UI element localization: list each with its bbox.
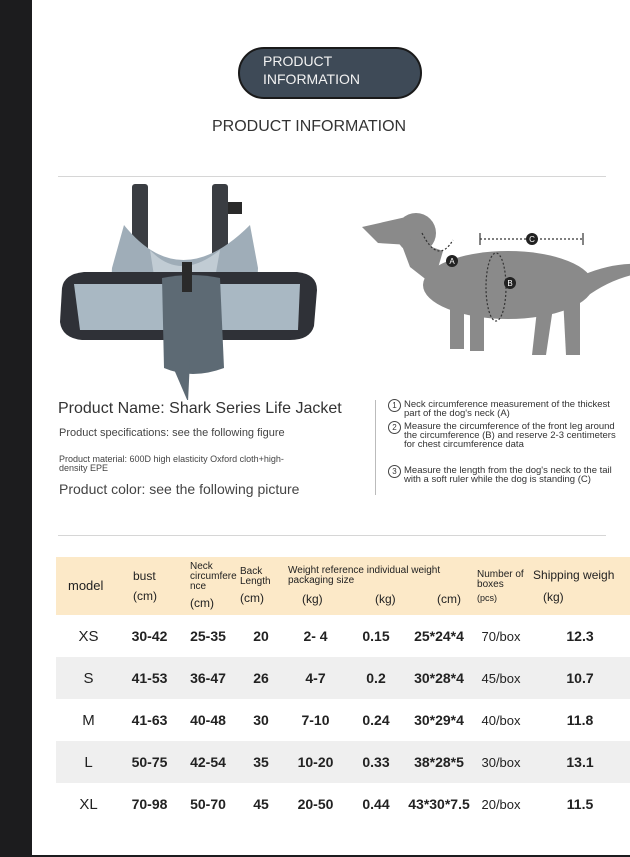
cell-ship: 10.7	[529, 657, 630, 699]
table-row	[56, 615, 630, 657]
cell-boxes: 30/box	[473, 741, 529, 783]
cell-pack: 30*28*4	[405, 657, 473, 699]
cell-neck: 42-54	[178, 741, 238, 783]
badge-line-1: PRODUCT	[263, 53, 333, 69]
cell-boxes: 40/box	[473, 699, 529, 741]
cell-indiv: 0.15	[347, 615, 405, 657]
header-boxes	[473, 557, 529, 615]
cell-bust: 30-42	[121, 615, 178, 657]
header-model-label: model	[68, 578, 104, 593]
note-chest	[388, 422, 618, 449]
cell-model: L	[56, 741, 121, 783]
product-color: Product color: see the following picture	[59, 481, 300, 497]
cell-back: 35	[238, 741, 284, 783]
cell-boxes: 45/box	[473, 657, 529, 699]
cell-bust: 41-53	[121, 657, 178, 699]
header-weight-unit: (kg)	[302, 592, 323, 606]
cell-neck: 40-48	[178, 699, 238, 741]
label-a: A	[449, 257, 455, 266]
cell-indiv: 0.33	[347, 741, 405, 783]
header-indiv-unit: (kg)	[375, 592, 396, 606]
note-back	[388, 466, 618, 484]
header-boxes-unit: (pcs)	[477, 592, 498, 603]
cell-model: M	[56, 699, 121, 741]
cell-indiv: 0.24	[347, 699, 405, 741]
divider-top	[58, 176, 606, 177]
cell-back: 26	[238, 657, 284, 699]
header-weight-group	[284, 557, 473, 615]
product-name: Product Name: Shark Series Life Jacket	[58, 400, 342, 417]
label-c: C	[529, 235, 535, 244]
cell-model: XL	[56, 783, 121, 825]
label-b: B	[507, 279, 513, 288]
size-chart-table	[56, 557, 630, 825]
header-model	[56, 557, 121, 615]
cell-pack: 43*30*7.5	[405, 783, 473, 825]
table-row	[56, 783, 630, 825]
note-text: Measure the length from the dog's neck to the tail with a soft ruler while the dog is standing (C)	[404, 465, 612, 485]
cell-neck: 25-35	[178, 615, 238, 657]
header-back-label: Back Length	[240, 566, 271, 587]
header-ship	[529, 557, 630, 615]
cell-weight: 7-10	[284, 699, 347, 741]
table-row	[56, 741, 630, 783]
divider-bottom	[58, 535, 606, 536]
product-sheet	[32, 0, 630, 855]
header-bust	[121, 557, 178, 615]
note-number: 1	[388, 399, 401, 412]
cell-pack: 30*29*4	[405, 699, 473, 741]
cell-weight: 10-20	[284, 741, 347, 783]
header-neck	[178, 557, 238, 615]
life-jacket-image	[52, 180, 332, 400]
cell-weight: 4-7	[284, 657, 347, 699]
header-ship-unit: (kg)	[543, 590, 564, 604]
dog-measurement-diagram	[358, 205, 630, 365]
table-row	[56, 699, 630, 741]
cell-neck: 36-47	[178, 657, 238, 699]
cell-bust: 41-63	[121, 699, 178, 741]
note-number: 3	[388, 465, 401, 478]
note-text: Measure the circumference of the front leg around the circumference (B) and reserve 2-3 centimeters for chest circumference data	[404, 421, 616, 450]
column-divider	[375, 400, 376, 495]
header-ship-label: Shipping weigh	[533, 568, 615, 582]
table-row	[56, 657, 630, 699]
badge-line-2: INFORMATION	[263, 71, 360, 87]
cell-back: 45	[238, 783, 284, 825]
cell-neck: 50-70	[178, 783, 238, 825]
header-back-unit: (cm)	[240, 591, 264, 605]
cell-bust: 70-98	[121, 783, 178, 825]
header-back	[238, 557, 284, 615]
cell-back: 30	[238, 699, 284, 741]
cell-model: XS	[56, 615, 121, 657]
table-header-row	[56, 557, 630, 615]
note-neck	[388, 400, 618, 418]
cell-bust: 50-75	[121, 741, 178, 783]
cell-ship: 13.1	[529, 741, 630, 783]
header-neck-label: Neck circumfere nce	[190, 561, 237, 592]
header-weight-group-label: Weight reference individual weight packaging size	[288, 565, 441, 586]
cell-indiv: 0.2	[347, 657, 405, 699]
cell-ship: 12.3	[529, 615, 630, 657]
cell-weight: 20-50	[284, 783, 347, 825]
cell-boxes: 20/box	[473, 783, 529, 825]
header-neck-unit: (cm)	[190, 596, 214, 610]
cell-ship: 11.8	[529, 699, 630, 741]
header-pack-unit: (cm)	[437, 592, 461, 606]
header-boxes-label: Number of boxes	[477, 568, 524, 590]
header-bust-unit: (cm)	[133, 589, 157, 603]
product-info-badge	[238, 47, 422, 99]
cell-back: 20	[238, 615, 284, 657]
section-heading: PRODUCT INFORMATION	[212, 118, 407, 135]
note-text: Neck circumference measurement of the thickest part of the dog's neck (A)	[404, 399, 610, 419]
cell-weight: 2- 4	[284, 615, 347, 657]
product-specs: Product specifications: see the following figure	[59, 427, 285, 439]
cell-boxes: 70/box	[473, 615, 529, 657]
cell-ship: 11.5	[529, 783, 630, 825]
cell-model: S	[56, 657, 121, 699]
cell-indiv: 0.44	[347, 783, 405, 825]
cell-pack: 38*28*5	[405, 741, 473, 783]
product-material: Product material: 600D high elasticity Oxford cloth+high-density EPE	[59, 454, 284, 473]
cell-pack: 25*24*4	[405, 615, 473, 657]
note-number: 2	[388, 421, 401, 434]
header-bust-label: bust	[133, 569, 156, 583]
